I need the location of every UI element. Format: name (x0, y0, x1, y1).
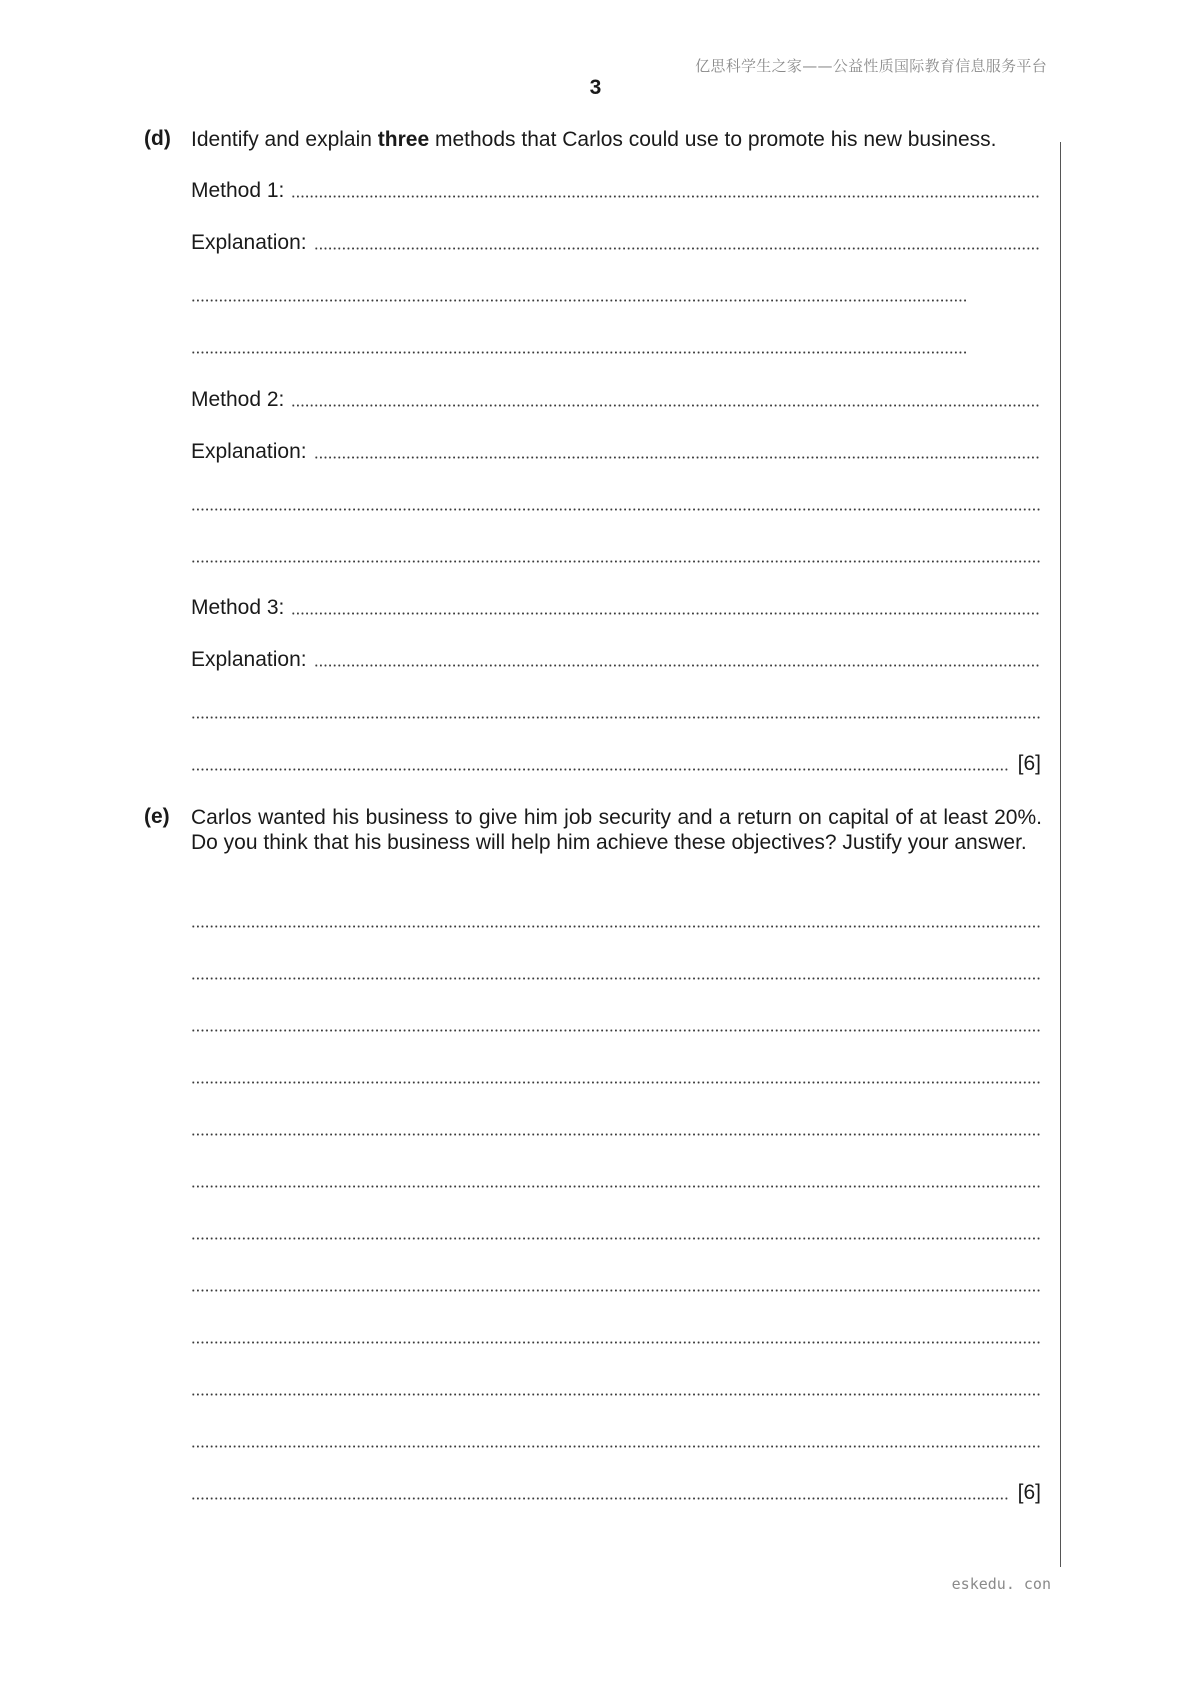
question-e-prompt: Carlos wanted his business to give him job security and a return on capital of at least 20%. Do you think that his business will help him achieve these objectives? Justify your answer. (191, 806, 1042, 854)
dotted-line (191, 1393, 1041, 1396)
question-e-answer-line[interactable] (191, 1429, 1041, 1453)
explanation-1-continuation-line[interactable] (191, 335, 967, 359)
question-e-answer-line[interactable] (191, 1221, 1041, 1245)
dotted-line (191, 351, 967, 354)
question-e-label: (e) (144, 805, 170, 828)
method-1-answer-line[interactable] (191, 179, 1041, 203)
dotted-line (191, 977, 1041, 980)
question-e-answer-line[interactable] (191, 1013, 1041, 1037)
dotted-line (191, 925, 1041, 928)
question-e-answer-line[interactable] (191, 1117, 1041, 1141)
question-e-answer-line[interactable] (191, 909, 1041, 933)
explanation-2-answer-line[interactable] (191, 440, 1041, 464)
method-3-answer-line[interactable] (191, 596, 1041, 620)
margin-rule (1060, 142, 1061, 1567)
question-e-answer-line[interactable] (191, 1325, 1041, 1349)
question-d-label: (d) (144, 127, 171, 150)
dotted-line (191, 716, 1041, 719)
page-number: 3 (589, 76, 602, 99)
question-e-marks: [6] (1017, 1481, 1041, 1504)
dotted-line (314, 664, 1041, 667)
dotted-line (191, 1237, 1041, 1240)
dotted-line (191, 1133, 1041, 1136)
dotted-line (191, 508, 1041, 511)
explanation-1-label: Explanation: (191, 231, 307, 254)
question-e-answer-line[interactable] (191, 1273, 1041, 1297)
question-e-answer-line[interactable] (191, 961, 1041, 985)
question-d-prompt-emphasis: three (377, 128, 430, 151)
dotted-line (191, 1081, 1041, 1084)
method-2-label: Method 2: (191, 388, 285, 411)
method-3-label: Method 3: (191, 596, 285, 619)
question-d-prompt-end: methods that Carlos could use to promote his new business. (429, 128, 997, 151)
explanation-3-continuation-line[interactable] (191, 700, 1041, 724)
question-e-answer-line[interactable] (191, 1169, 1041, 1193)
footer-watermark: eskedu. con (951, 1575, 1051, 1593)
explanation-3-final-line[interactable] (191, 752, 1041, 776)
dotted-line (314, 247, 1041, 250)
question-e-answer-line[interactable] (191, 1377, 1041, 1401)
dotted-line (191, 560, 1041, 563)
dotted-line (191, 1029, 1041, 1032)
question-d-marks: [6] (1017, 752, 1041, 775)
dotted-line (314, 456, 1041, 459)
header-watermark: 亿思科学生之家——公益性质国际教育信息服务平台 (695, 57, 1047, 75)
dotted-line (191, 768, 1010, 771)
dotted-line (191, 1185, 1041, 1188)
question-e-answer-line[interactable] (191, 1065, 1041, 1089)
explanation-3-label: Explanation: (191, 648, 307, 671)
dotted-line (191, 1445, 1041, 1448)
dotted-line (191, 1497, 1010, 1500)
method-2-answer-line[interactable] (191, 388, 1041, 412)
dotted-line (291, 404, 1041, 407)
dotted-line (191, 1341, 1041, 1344)
explanation-2-label: Explanation: (191, 440, 307, 463)
explanation-1-answer-line[interactable] (191, 231, 1041, 255)
dotted-line (191, 1289, 1041, 1292)
explanation-2-continuation-line[interactable] (191, 544, 1041, 568)
question-e-final-line[interactable] (191, 1481, 1041, 1505)
explanation-1-continuation-line[interactable] (191, 283, 967, 307)
dotted-line (291, 612, 1041, 615)
explanation-2-continuation-line[interactable] (191, 492, 1041, 516)
explanation-3-answer-line[interactable] (191, 648, 1041, 672)
question-d-prompt (191, 127, 1042, 152)
method-1-label: Method 1: (191, 179, 285, 202)
dotted-line (191, 299, 967, 302)
question-d-prompt-start: Identify and explain (191, 128, 378, 151)
dotted-line (291, 195, 1041, 198)
